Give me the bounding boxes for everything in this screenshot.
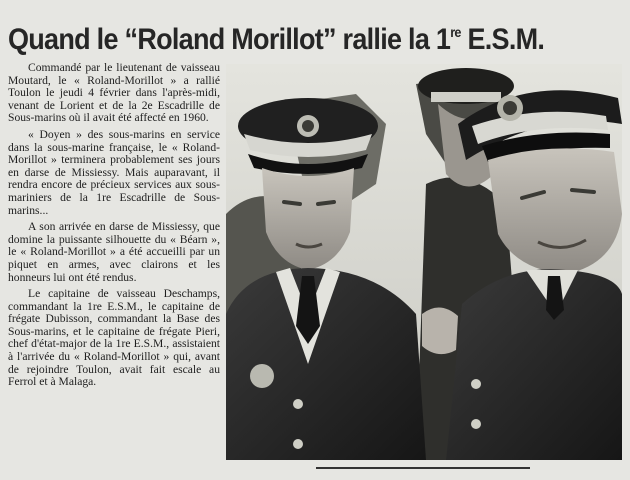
headline — [8, 10, 562, 62]
article-paragraph: A son arrivée en darse de Missiessy, que domine la puissante silhouette du « Béarn », le « Roland-Morillot » a été accueilli par un piquet en armes, avec clairons et les honneurs lui ont été rendus. — [8, 220, 220, 284]
article-paragraph: Le capitaine de vaisseau Deschamps, commandant la 1re E.S.M., le capitaine de frégate Dubisson, commandant la Base des Sous-marins, et le capitaine de frégate Pieri, chef d'état-major de la 1re E.S.M., assistaient à l'arrivée du « Roland-Morillot » qui, avant de rejoindre Toulon, avait fait escale au Ferrol et à Malaga. — [8, 287, 220, 389]
article-paragraph: Commandé par le lieutenant de vaisseau Moutard, le « Roland-Morillot » a rallié Toulon le jeudi 4 février dans l'après-midi, venant de Lorient et de la 2e Escadrille de Sous-marins où il avait été affecté en 1960. — [8, 61, 220, 125]
article-body — [8, 62, 220, 393]
naval-officers-image — [226, 64, 622, 460]
headline-text-end: E.S.M. — [460, 23, 545, 56]
headline-superscript: re — [450, 24, 461, 40]
article-paragraph: « Doyen » des sous-marins en service dans la sous-marine française, le « Roland-Morillot » terminera probablement ses jours en darse de Missiessy. Mais auparavant, il rendra encore de précieux services aux sous-mariniers de la 1re Escadrille de Sous-marins... — [8, 127, 220, 217]
news-photo — [226, 64, 622, 460]
divider-rule — [316, 467, 530, 469]
headline-text: Quand le “Roland Morillot” rallie la 1 — [8, 23, 451, 56]
